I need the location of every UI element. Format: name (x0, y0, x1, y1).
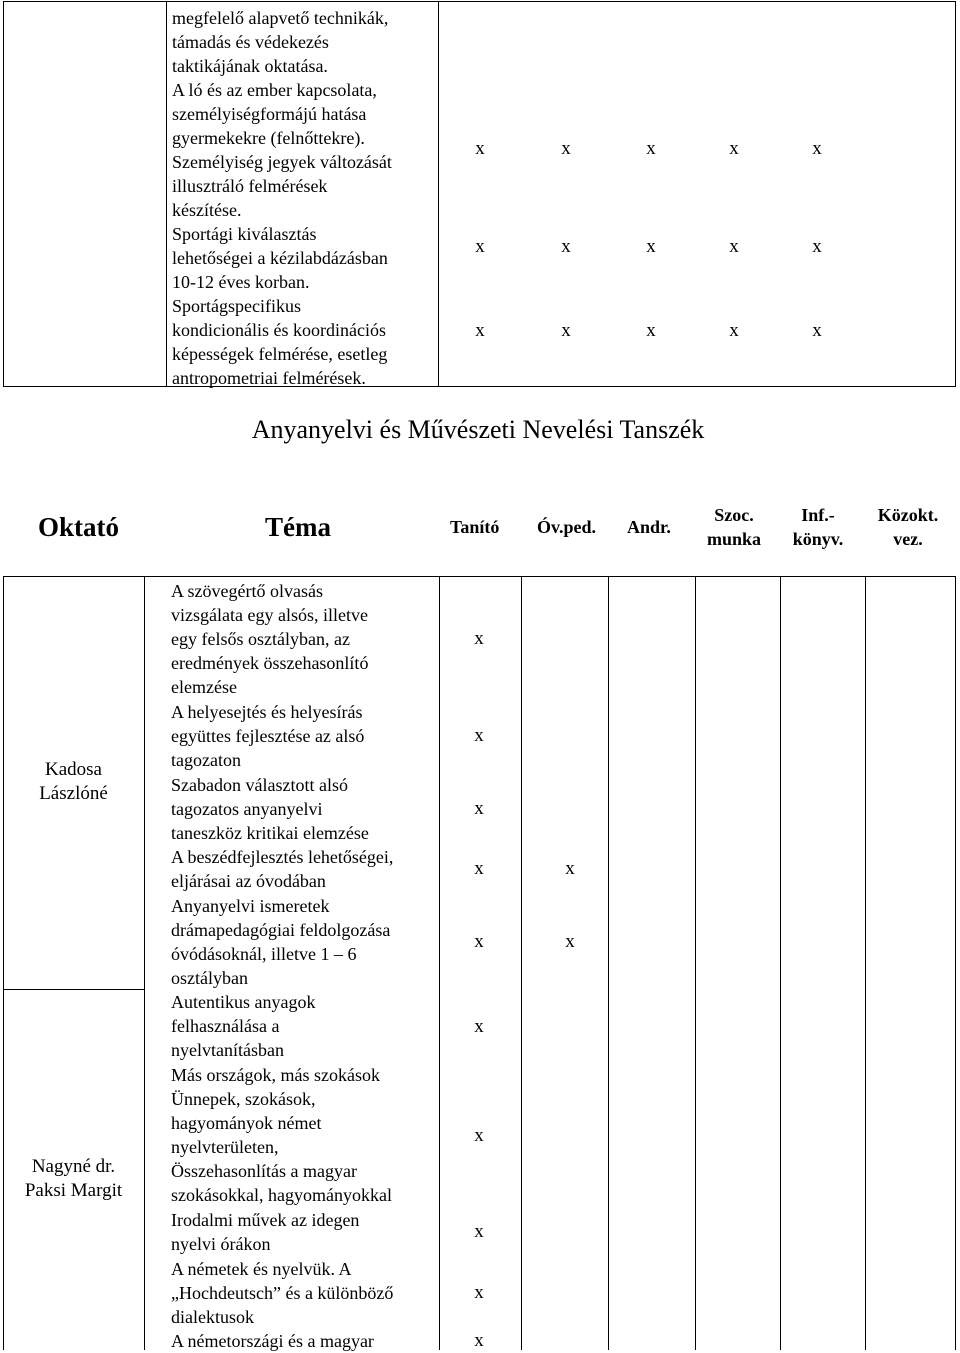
header-szoc-line1: Szoc. (714, 505, 754, 525)
topic-line: hagyományok német (171, 1113, 322, 1133)
topic-line: A németországi és a magyar (171, 1331, 374, 1352)
topic-line: óvódásoknál, illetve 1 – 6 (171, 943, 357, 964)
x-mark: x (646, 236, 656, 257)
column-divider (780, 577, 781, 1350)
x-mark: x (475, 236, 485, 257)
teacher-name-line: Lászlóné (39, 783, 108, 804)
department-title: Anyanyelvi és Művészeti Nevelési Tanszék (251, 415, 705, 444)
tanito-mark: x (474, 628, 484, 650)
header-szoc (698, 503, 770, 551)
header-kozokt-line1: Közokt. (877, 505, 939, 525)
topic-line: képességek felmérése, esetleg (172, 344, 388, 364)
topic-line: A beszédfejlesztés lehetőségei, (171, 847, 394, 868)
topic-line: drámapedagógiai feldolgozása (171, 919, 391, 940)
topic-line: nyelvi órákon (171, 1234, 271, 1255)
topics-table (3, 576, 956, 1350)
topic-line: egy felsős osztályban, az (171, 629, 350, 649)
column-divider (166, 2, 167, 386)
topic-line: Sportági kiválasztás (172, 224, 317, 244)
ovped-mark: x (565, 858, 575, 880)
topic-line: Sportágspecifikus (172, 296, 301, 316)
topic-cell (171, 700, 441, 772)
topic-line: tagozatos anyanyelvi (171, 798, 323, 819)
topic-line: taktikájának oktatása. (172, 56, 328, 76)
topic-cell (171, 579, 441, 699)
x-mark: x (561, 320, 571, 341)
topic-line: antropometriai felmérések. (172, 368, 366, 388)
topic-cell (171, 773, 441, 845)
teacher-divider (3, 989, 144, 990)
header-kozokt-line2: vez. (893, 529, 923, 549)
x-mark: x (646, 138, 656, 159)
teacher-name-line: Paksi Margit (24, 1180, 123, 1201)
topic-line: együttes fejlesztése az alsó (171, 726, 365, 746)
topic-cell (171, 1063, 441, 1207)
tanito-mark: x (474, 930, 484, 952)
topic-line: elemzése (171, 677, 237, 697)
topic-line: A helyesejtés és helyesírás (171, 702, 363, 722)
header-ovped: Óv.ped. (537, 517, 597, 537)
topic-line: megfelelő alapvető technikák, (172, 8, 389, 28)
topic-line: gyermekekre (felnőttekre). (172, 128, 365, 148)
x-mark: x (561, 236, 571, 257)
topic-line: kondicionális és koordinációs (172, 320, 386, 340)
topic-line: nyelvtanításban (171, 1040, 284, 1061)
teacher-name-line: Kadosa (45, 759, 102, 780)
x-mark: x (561, 138, 571, 159)
tanito-mark: x (474, 1330, 484, 1352)
column-divider (144, 577, 145, 1350)
x-mark: x (475, 320, 485, 341)
topic-cell (171, 1257, 441, 1329)
header-tanito: Tanító (450, 517, 500, 537)
header-tema: Téma (265, 512, 331, 542)
topic-line: nyelvterületen, (171, 1137, 279, 1157)
tanito-mark: x (474, 1124, 484, 1146)
topic-line: Autentikus anyagok (171, 992, 316, 1013)
header-szoc-line2: munka (706, 529, 762, 549)
topic-line: taneszköz kritikai elemzése (171, 822, 369, 843)
topic-line: Szabadon választott alsó (171, 774, 348, 795)
topic-cell (171, 894, 441, 990)
x-mark: x (812, 138, 822, 159)
topic-line: személyiségformájú hatása (172, 104, 367, 124)
teacher-cell (3, 758, 144, 806)
topic-line: készítése. (172, 200, 242, 220)
topic-line: szokásokkal, hagyományokkal (171, 1185, 392, 1205)
column-divider (955, 577, 956, 1350)
topic-line: Irodalmi művek az idegen (171, 1210, 360, 1231)
x-mark: x (729, 320, 739, 341)
column-divider (3, 577, 4, 1350)
topic-line: Anyanyelvi ismeretek (171, 895, 330, 916)
topic-line: felhasználása a (171, 1016, 280, 1037)
header-inf-line1: Inf.- (801, 505, 835, 525)
topic-line: eljárásai az óvodában (171, 871, 326, 892)
ovped-mark: x (565, 930, 575, 952)
header-andr: Andr. (627, 517, 671, 537)
topic-line: 10-12 éves korban. (172, 272, 310, 292)
header-kozokt (868, 503, 948, 551)
tanito-mark: x (474, 725, 484, 747)
column-divider (608, 577, 609, 1350)
topic-line: Ünnepek, szokások, (171, 1089, 316, 1109)
x-mark: x (475, 138, 485, 159)
topic-line: támadás és védekezés (172, 32, 329, 52)
teacher-name-line: Nagyné dr. (31, 1156, 116, 1177)
tanito-mark: x (474, 1281, 484, 1303)
topic-cell (171, 845, 441, 893)
topic-cell (172, 6, 434, 390)
tanito-mark: x (474, 1015, 484, 1037)
topic-cell (171, 1208, 441, 1256)
column-divider (438, 2, 439, 386)
topic-cell (171, 1329, 441, 1353)
column-divider (865, 577, 866, 1350)
x-mark: x (729, 236, 739, 257)
topic-line: A ló és az ember kapcsolata, (172, 80, 377, 100)
topic-line: lehetőségei a kézilabdázásban (172, 248, 388, 268)
teacher-cell (3, 1155, 144, 1203)
topic-line: Más országok, más szokások (171, 1065, 380, 1085)
topic-line: dialektusok (171, 1306, 254, 1327)
x-mark: x (729, 138, 739, 159)
x-mark: x (646, 320, 656, 341)
header-inf (782, 503, 854, 551)
topic-line: tagozaton (171, 750, 241, 770)
column-divider (695, 577, 696, 1350)
topic-cell (171, 990, 441, 1062)
topic-line: Összehasonlítás a magyar (171, 1161, 357, 1181)
tanito-mark: x (474, 1221, 484, 1243)
topic-line: illusztráló felmérések (172, 176, 328, 196)
topic-line: vizsgálata egy alsós, illetve (171, 605, 368, 625)
topic-line: osztályban (171, 967, 248, 988)
topic-line: „Hochdeutsch” és a különböző (171, 1282, 394, 1303)
tanito-mark: x (474, 797, 484, 819)
previous-table-section (3, 1, 956, 387)
tanito-mark: x (474, 858, 484, 880)
x-mark: x (812, 320, 822, 341)
header-oktato: Oktató (38, 512, 119, 542)
header-inf-line2: könyv. (792, 529, 844, 549)
topic-line: Személyiség jegyek változását (172, 152, 392, 172)
topic-line: A szövegértő olvasás (171, 581, 323, 601)
topic-line: A németek és nyelvük. A (171, 1258, 352, 1279)
x-mark: x (812, 236, 822, 257)
topic-line: eredmények összehasonlító (171, 653, 369, 673)
column-divider (521, 577, 522, 1350)
